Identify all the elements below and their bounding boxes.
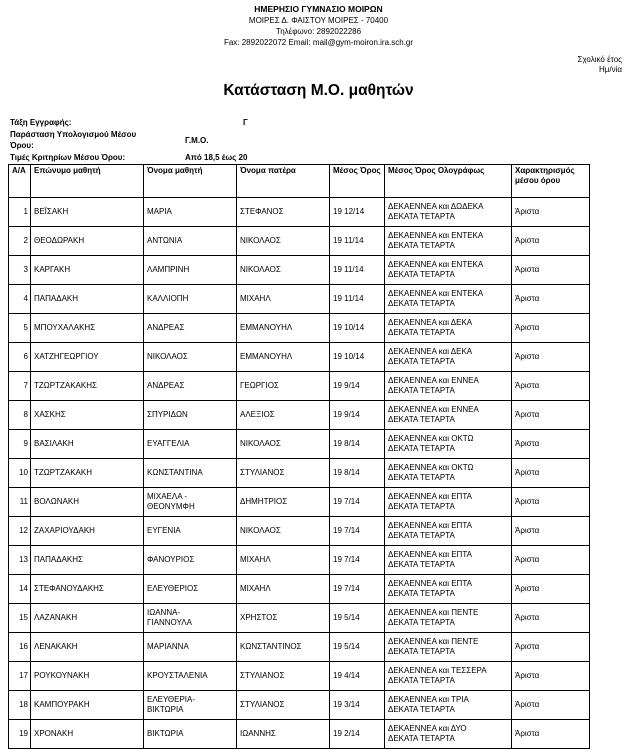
criteria-value: Από 18,5 έως 20 (185, 153, 248, 162)
cell-father: ΝΙΚΟΛΑΟΣ (237, 430, 330, 459)
average-words-line1: ΔΕΚΑΕΝΝΕΑ και ΠΕΝΤΕ (388, 608, 479, 617)
average-words-line2: ΔΕΚΑΤΑ ΤΕΤΑΡΤΑ (388, 357, 455, 366)
cell-average-words (385, 285, 512, 314)
cell-father: ΣΤΥΛΙΑΝΟΣ (237, 691, 330, 720)
cell-father: ΜΙΧΑΗΛ (237, 285, 330, 314)
average-words-line2: ΔΕΚΑΤΑ ΤΕΤΑΡΤΑ (388, 618, 455, 627)
average-words-line2: ΔΕΚΑΤΑ ΤΕΤΑΡΤΑ (388, 676, 455, 685)
table-row (9, 575, 590, 604)
cell-aa: 18 (9, 691, 31, 720)
cell-father: ΣΤΥΛΙΑΝΟΣ (237, 662, 330, 691)
cell-father: ΧΡΗΣΤΟΣ (237, 604, 330, 633)
cell-aa: 11 (9, 488, 31, 517)
school-fax-email: Fax: 2892022072 Email: mail@gym-moiron.ira.sch.gr (223, 38, 414, 47)
cell-surname: ΚΑΜΠΟΥΡΑΚΗ (31, 691, 144, 720)
cell-average: 19 11/14 (330, 285, 385, 314)
cell-average-words (385, 198, 512, 227)
table-row (9, 517, 590, 546)
cell-father: ΙΩΑΝΝΗΣ (237, 720, 330, 749)
cell-average: 19 5/14 (330, 604, 385, 633)
cell-grade: Άριστα (512, 604, 590, 633)
cell-average: 19 7/14 (330, 546, 385, 575)
table-header-row (9, 165, 590, 198)
cell-name: ΕΛΕΥΘΕΡΙΟΣ (144, 575, 237, 604)
cell-surname: ΧΡΟΝΑΚΗ (31, 720, 144, 749)
table-row (9, 285, 590, 314)
cell-aa: 19 (9, 720, 31, 749)
cell-grade: Άριστα (512, 459, 590, 488)
school-phone: Τηλέφωνο: 2892022286 (275, 27, 362, 36)
table-row (9, 691, 590, 720)
average-words-line2: ΔΕΚΑΤΑ ΤΕΤΑΡΤΑ (388, 241, 455, 250)
average-words-line1: ΔΕΚΑΕΝΝΕΑ και ΕΠΤΑ (388, 550, 472, 559)
average-words-line2: ΔΕΚΑΤΑ ΤΕΤΑΡΤΑ (388, 212, 455, 221)
cell-surname: ΠΑΠΑΔΑΚΗ (31, 285, 144, 314)
average-words-line1: ΔΕΚΑΕΝΝΕΑ και ΕΝΤΕΚΑ (388, 231, 484, 240)
cell-father: ΕΜΜΑΝΟΥΗΛ (237, 343, 330, 372)
cell-average: 19 2/14 (330, 720, 385, 749)
cell-grade: Άριστα (512, 198, 590, 227)
cell-average: 19 4/14 (330, 662, 385, 691)
average-words-line2: ΔΕΚΑΤΑ ΤΕΤΑΡΤΑ (388, 734, 455, 743)
cell-aa: 17 (9, 662, 31, 691)
cell-grade: Άριστα (512, 720, 590, 749)
cell-aa: 8 (9, 401, 31, 430)
cell-surname: ΒΕΪΣΑΚΗ (31, 198, 144, 227)
average-words-line2: ΔΕΚΑΤΑ ΤΕΤΑΡΤΑ (388, 705, 455, 714)
cell-name: ΕΥΓΕΝΙΑ (144, 517, 237, 546)
average-words-line1: ΔΕΚΑΕΝΝΕΑ και ΕΠΤΑ (388, 492, 472, 501)
table-row (9, 256, 590, 285)
cell-aa: 4 (9, 285, 31, 314)
average-words-line2: ΔΕΚΑΤΑ ΤΕΤΑΡΤΑ (388, 531, 455, 540)
average-words-line1: ΔΕΚΑΕΝΝΕΑ και ΕΝΝΕΑ (388, 405, 479, 414)
student-name-line: ΕΛΕΥΘΕΡΙΑ- (147, 695, 196, 704)
average-words-line2: ΔΕΚΑΤΑ ΤΕΤΑΡΤΑ (388, 560, 455, 569)
cell-average-words (385, 488, 512, 517)
cell-name: ΒΙΚΤΩΡΙΑ (144, 720, 237, 749)
cell-name (144, 488, 237, 517)
cell-average-words (385, 227, 512, 256)
cell-father: ΓΕΩΡΓΙΟΣ (237, 372, 330, 401)
cell-average-words (385, 256, 512, 285)
average-words-line2: ΔΕΚΑΤΑ ΤΕΤΑΡΤΑ (388, 502, 455, 511)
students-table (8, 164, 590, 749)
cell-aa: 10 (9, 459, 31, 488)
cell-aa: 2 (9, 227, 31, 256)
cell-name: ΦΑΝΟΥΡΙΟΣ (144, 546, 237, 575)
cell-father: ΣΤΥΛΙΑΝΟΣ (237, 459, 330, 488)
cell-average-words (385, 662, 512, 691)
cell-surname: ΒΑΣΙΛΑΚΗ (31, 430, 144, 459)
average-words-line1: ΔΕΚΑΕΝΝΕΑ και ΟΚΤΩ (388, 434, 474, 443)
cell-surname: ΛΕΝΑΚΑΚΗ (31, 633, 144, 662)
cell-name: ΛΑΜΠΡΙΝΗ (144, 256, 237, 285)
cell-surname: ΚΑΡΓΑΚΗ (31, 256, 144, 285)
cell-average-words (385, 546, 512, 575)
average-words-line1: ΔΕΚΑΕΝΝΕΑ και ΟΚΤΩ (388, 463, 474, 472)
cell-name: ΚΩΝΣΤΑΝΤΙΝΑ (144, 459, 237, 488)
table-row (9, 372, 590, 401)
student-name-line: ΙΩΑΝΝΑ- (147, 608, 181, 617)
cell-grade: Άριστα (512, 662, 590, 691)
cell-name (144, 691, 237, 720)
class-label: Τάξη Εγγραφής: (10, 118, 72, 127)
table-row (9, 430, 590, 459)
average-words-line1: ΔΕΚΑΕΝΝΕΑ και ΕΠΤΑ (388, 521, 472, 530)
cell-name: ΚΡΟΥΣΤΑΛΕΝΙΑ (144, 662, 237, 691)
cell-surname: ΡΟΥΚΟΥΝΑΚΗ (31, 662, 144, 691)
cell-average: 19 7/14 (330, 517, 385, 546)
cell-surname: ΧΑΤΖΗΓΕΩΡΓΙΟΥ (31, 343, 144, 372)
cell-grade: Άριστα (512, 517, 590, 546)
calc-value: Γ.Μ.Ο. (185, 136, 209, 145)
col-header-average: Μέσος Όρος (330, 165, 385, 198)
average-words-line1: ΔΕΚΑΕΝΝΕΑ και ΠΕΝΤΕ (388, 637, 479, 646)
cell-name: ΑΝΤΩΝΙΑ (144, 227, 237, 256)
average-words-line2: ΔΕΚΑΤΑ ΤΕΤΑΡΤΑ (388, 270, 455, 279)
cell-average: 19 11/14 (330, 256, 385, 285)
cell-name: ΣΠΥΡΙΔΩΝ (144, 401, 237, 430)
cell-father: ΕΜΜΑΝΟΥΗΛ (237, 314, 330, 343)
cell-grade: Άριστα (512, 488, 590, 517)
cell-average: 19 9/14 (330, 372, 385, 401)
cell-average-words (385, 372, 512, 401)
cell-father: ΜΙΧΑΗΛ (237, 546, 330, 575)
cell-grade: Άριστα (512, 256, 590, 285)
student-name-line: ΒΙΚΤΩΡΙΑ (147, 705, 184, 714)
cell-grade: Άριστα (512, 314, 590, 343)
cell-average-words (385, 517, 512, 546)
cell-average: 19 7/14 (330, 488, 385, 517)
student-name-line: ΜΙΧΑΕΛΑ - (147, 492, 188, 501)
cell-father: ΝΙΚΟΛΑΟΣ (237, 256, 330, 285)
cell-surname: ΜΠΟΥΧΑΛΑΚΗΣ (31, 314, 144, 343)
table-row (9, 314, 590, 343)
cell-average: 19 7/14 (330, 575, 385, 604)
cell-average: 19 10/14 (330, 343, 385, 372)
col-header-aa: Α/Α (9, 165, 31, 198)
cell-aa: 16 (9, 633, 31, 662)
cell-father: ΝΙΚΟΛΑΟΣ (237, 517, 330, 546)
cell-average: 19 3/14 (330, 691, 385, 720)
table-row (9, 662, 590, 691)
average-words-line2: ΔΕΚΑΤΑ ΤΕΤΑΡΤΑ (388, 299, 455, 308)
cell-grade: Άριστα (512, 575, 590, 604)
cell-name: ΕΥΑΓΓΕΛΙΑ (144, 430, 237, 459)
col-header-average-words: Μέσος Όρος Ολογράφως (385, 165, 512, 198)
cell-grade: Άριστα (512, 285, 590, 314)
table-row (9, 633, 590, 662)
school-year-label: Σχολικό έτος (577, 55, 622, 64)
average-words-line2: ΔΕΚΑΤΑ ΤΕΤΑΡΤΑ (388, 328, 455, 337)
average-words-line2: ΔΕΚΑΤΑ ΤΕΤΑΡΤΑ (388, 415, 455, 424)
cell-grade: Άριστα (512, 227, 590, 256)
cell-aa: 15 (9, 604, 31, 633)
average-words-line1: ΔΕΚΑΕΝΝΕΑ και ΤΡΙΑ (388, 695, 469, 704)
school-name: ΗΜΕΡΗΣΙΟ ΓΥΜΝΑΣΙΟ ΜΟΙΡΩΝ (254, 4, 383, 14)
cell-aa: 6 (9, 343, 31, 372)
student-name-line: ΘΕΟΝΥΜΦΗ (147, 502, 195, 511)
cell-name (144, 604, 237, 633)
cell-aa: 7 (9, 372, 31, 401)
col-header-surname: Επώνυμο μαθητή (31, 165, 144, 198)
table-row (9, 343, 590, 372)
cell-father: ΑΛΕΞΙΟΣ (237, 401, 330, 430)
cell-grade: Άριστα (512, 546, 590, 575)
date-label: Ημ/νία (598, 65, 622, 74)
cell-name: ΜΑΡΙΑΝΝΑ (144, 633, 237, 662)
cell-aa: 9 (9, 430, 31, 459)
table-row (9, 546, 590, 575)
cell-father: ΣΤΕΦΑΝΟΣ (237, 198, 330, 227)
cell-average-words (385, 314, 512, 343)
cell-average: 19 8/14 (330, 459, 385, 488)
average-words-line1: ΔΕΚΑΕΝΝΕΑ και ΕΝΤΕΚΑ (388, 289, 484, 298)
table-row (9, 488, 590, 517)
cell-surname: ΘΕΟΔΩΡΑΚΗ (31, 227, 144, 256)
cell-average-words (385, 691, 512, 720)
cell-grade: Άριστα (512, 633, 590, 662)
cell-average-words (385, 343, 512, 372)
cell-name: ΚΑΛΛΙΟΠΗ (144, 285, 237, 314)
average-words-line2: ΔΕΚΑΤΑ ΤΕΤΑΡΤΑ (388, 473, 455, 482)
average-words-line1: ΔΕΚΑΕΝΝΕΑ και ΔΕΚΑ (388, 347, 473, 356)
cell-aa: 3 (9, 256, 31, 285)
average-words-line1: ΔΕΚΑΕΝΝΕΑ και ΕΝΤΕΚΑ (388, 260, 484, 269)
cell-average-words (385, 401, 512, 430)
cell-average: 19 8/14 (330, 430, 385, 459)
cell-grade: Άριστα (512, 401, 590, 430)
average-words-line2: ΔΕΚΑΤΑ ΤΕΤΑΡΤΑ (388, 444, 455, 453)
average-words-line1: ΔΕΚΑΕΝΝΕΑ και ΔΩΔΕΚΑ (388, 202, 484, 211)
average-words-line2: ΔΕΚΑΤΑ ΤΕΤΑΡΤΑ (388, 386, 455, 395)
cell-average-words (385, 720, 512, 749)
cell-average: 19 12/14 (330, 198, 385, 227)
cell-grade: Άριστα (512, 372, 590, 401)
cell-name: ΝΙΚΟΛΑΟΣ (144, 343, 237, 372)
cell-aa: 1 (9, 198, 31, 227)
cell-average: 19 10/14 (330, 314, 385, 343)
cell-surname: ΣΤΕΦΑΝΟΥΔΑΚΗΣ (31, 575, 144, 604)
cell-father: ΝΙΚΟΛΑΟΣ (237, 227, 330, 256)
table-row (9, 401, 590, 430)
cell-surname: ΤΖΩΡΤΖΑΚΑΚΗ (31, 459, 144, 488)
school-address: ΜΟΙΡΕΣ Δ. ΦΑΙΣΤΟΥ ΜΟΙΡΕΣ - 70400 (248, 16, 389, 25)
calc-label-line2: Όρου: (10, 141, 34, 150)
cell-grade: Άριστα (512, 691, 590, 720)
average-words-line2: ΔΕΚΑΤΑ ΤΕΤΑΡΤΑ (388, 589, 455, 598)
calc-label-line1: Παράσταση Υπολογισμού Μέσου (10, 130, 137, 139)
table-row (9, 227, 590, 256)
student-name-line: ΓΙΑΝΝΟΥΛΑ (147, 618, 192, 627)
cell-average: 19 11/14 (330, 227, 385, 256)
table-row (9, 198, 590, 227)
cell-surname: ΒΟΛΩΝΑΚΗ (31, 488, 144, 517)
cell-grade: Άριστα (512, 343, 590, 372)
cell-average: 19 5/14 (330, 633, 385, 662)
table-row (9, 720, 590, 749)
cell-aa: 5 (9, 314, 31, 343)
cell-average-words (385, 633, 512, 662)
cell-name: ΑΝΔΡΕΑΣ (144, 314, 237, 343)
cell-average-words (385, 459, 512, 488)
page-title: Κατάσταση Μ.Ο. μαθητών (223, 82, 414, 99)
cell-average-words (385, 575, 512, 604)
cell-aa: 13 (9, 546, 31, 575)
table-row (9, 604, 590, 633)
average-words-line2: ΔΕΚΑΤΑ ΤΕΤΑΡΤΑ (388, 647, 455, 656)
cell-father: ΜΙΧΑΗΛ (237, 575, 330, 604)
cell-surname: ΠΑΠΑΔΑΚΗΣ (31, 546, 144, 575)
cell-aa: 12 (9, 517, 31, 546)
cell-surname: ΧΑΣΚΗΣ (31, 401, 144, 430)
average-words-line1: ΔΕΚΑΕΝΝΕΑ και ΔΕΚΑ (388, 318, 473, 327)
cell-surname: ΛΑΖΑΝΑΚΗ (31, 604, 144, 633)
cell-grade: Άριστα (512, 430, 590, 459)
average-words-line1: ΔΕΚΑΕΝΝΕΑ και ΕΠΤΑ (388, 579, 472, 588)
average-words-line1: ΔΕΚΑΕΝΝΕΑ και ΔΥΟ (388, 724, 467, 733)
cell-name: ΜΑΡΙΑ (144, 198, 237, 227)
col-header-grade: Χαρακτηρισμός μέσου όρου (512, 165, 590, 198)
table-row (9, 459, 590, 488)
class-value: Γ (243, 118, 248, 127)
col-header-father: Όνομα πατέρα (237, 165, 330, 198)
cell-average: 19 9/14 (330, 401, 385, 430)
cell-average-words (385, 430, 512, 459)
criteria-label: Τιμές Κριτηρίων Μέσου Όρου: (10, 153, 126, 162)
cell-father: ΔΗΜΗΤΡΙΟΣ (237, 488, 330, 517)
cell-father: ΚΩΝΣΤΑΝΤΙΝΟΣ (237, 633, 330, 662)
col-header-name: Όνομα μαθητή (144, 165, 237, 198)
cell-aa: 14 (9, 575, 31, 604)
average-words-line1: ΔΕΚΑΕΝΝΕΑ και ΕΝΝΕΑ (388, 376, 479, 385)
cell-name: ΑΝΔΡΕΑΣ (144, 372, 237, 401)
average-words-line1: ΔΕΚΑΕΝΝΕΑ και ΤΕΣΣΕΡΑ (388, 666, 487, 675)
cell-surname: ΤΖΩΡΤΖΑΚΑΚΗΣ (31, 372, 144, 401)
cell-surname: ΖΑΧΑΡΙΟΥΔΑΚΗ (31, 517, 144, 546)
cell-average-words (385, 604, 512, 633)
